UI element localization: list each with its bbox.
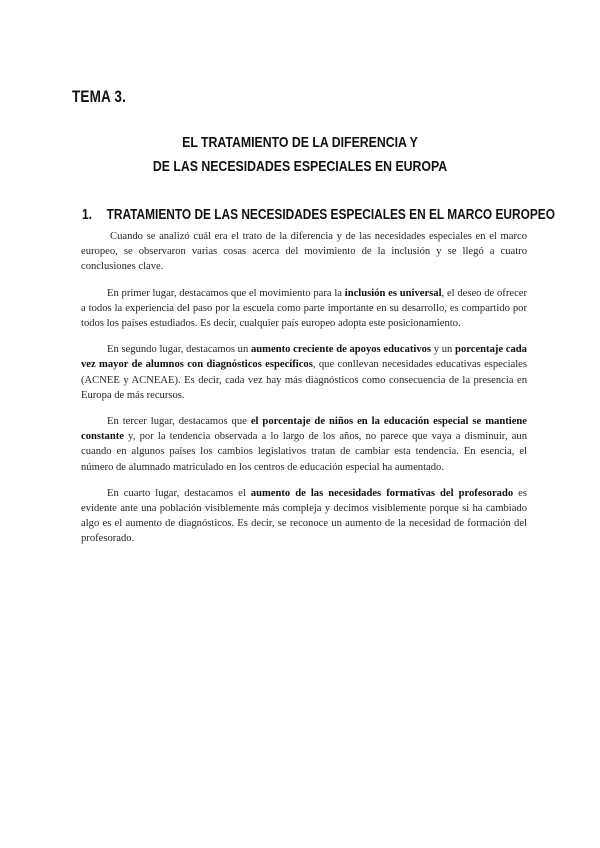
section-heading: [82, 207, 555, 223]
title-line-1: EL TRATAMIENTO DE LA DIFERENCIA Y: [182, 134, 418, 151]
section-title: TRATAMIENTO DE LAS NECESIDADES ESPECIALES EN EL MARCO EUROPEO: [106, 207, 555, 223]
paragraph-fourth-point: [81, 486, 527, 547]
paragraph-second-point: [81, 342, 527, 403]
key-phrase: inclusión es universal: [344, 287, 442, 299]
paragraph-text: En primer lugar, destacamos que el movimiento para la: [107, 287, 345, 299]
topic-label: TEMA 3.: [72, 88, 127, 106]
key-phrase: aumento de las necesidades formativas del profesorado: [250, 487, 514, 499]
key-phrase: aumento creciente de apoyos educativos: [250, 344, 432, 356]
paragraph-text: , que conllevan necesidades educativas especiales (ACNEE y ACNEAE). Es decir, cada vez hay más diagnósticos como consecuencia de la presencia en Europa de más recursos.: [81, 359, 528, 401]
paragraph-text: es evidente ante una población visiblemente más compleja y decimos visiblemente porque si ha cambiado algo es el aumento de diagnósticos. Es decir, se reconoce un aumento de la necesidad de formación del profesorado.: [81, 487, 527, 545]
paragraph-text: En segundo lugar, destacamos un: [107, 344, 251, 356]
paragraph-intro: [81, 229, 527, 275]
paragraph-text: , el deseo de ofrecer a todos la experiencia del paso por la escuela como parte importante en su desarrollo, es compartido por todos los países estudiados. Es decir, cualquier país europeo adopta este posicionamiento.: [81, 287, 527, 330]
paragraph-text: Cuando se analizó cuál era el trato de la diferencia y de las necesidades especiales en el marco europeo, se observaron varias cosas acerca del movimiento de la inclusión y se llegó a cuatro conclusiones clave.: [81, 231, 527, 273]
section-number: 1.: [82, 207, 92, 223]
paragraph-third-point: [81, 414, 527, 475]
document-title: [0, 131, 600, 179]
paragraph-text: y un: [431, 344, 456, 356]
key-phrase: el porcentaje de niños en la educación especial se mantiene constante: [81, 416, 527, 443]
paragraph-text: En tercer lugar, destacamos que: [107, 416, 251, 428]
paragraph-text: y, por la tendencia observada a lo largo de los años, no parece que vaya a disminuir, aun cuando en algunos países los cambios legislativos tratan de cambiar esta tendencia. En esencia, el número de alumnado matriculado en los centros de educación especial ha aumentado.: [81, 431, 527, 473]
paragraph-text: En cuarto lugar, destacamos el: [107, 487, 251, 499]
key-phrase: porcentaje cada vez mayor de alumnos con diagnósticos específicos: [81, 344, 527, 371]
paragraph-first-point: [81, 286, 527, 332]
body-text: [81, 229, 527, 558]
title-line-2: DE LAS NECESIDADES ESPECIALES EN EUROPA: [152, 158, 448, 175]
